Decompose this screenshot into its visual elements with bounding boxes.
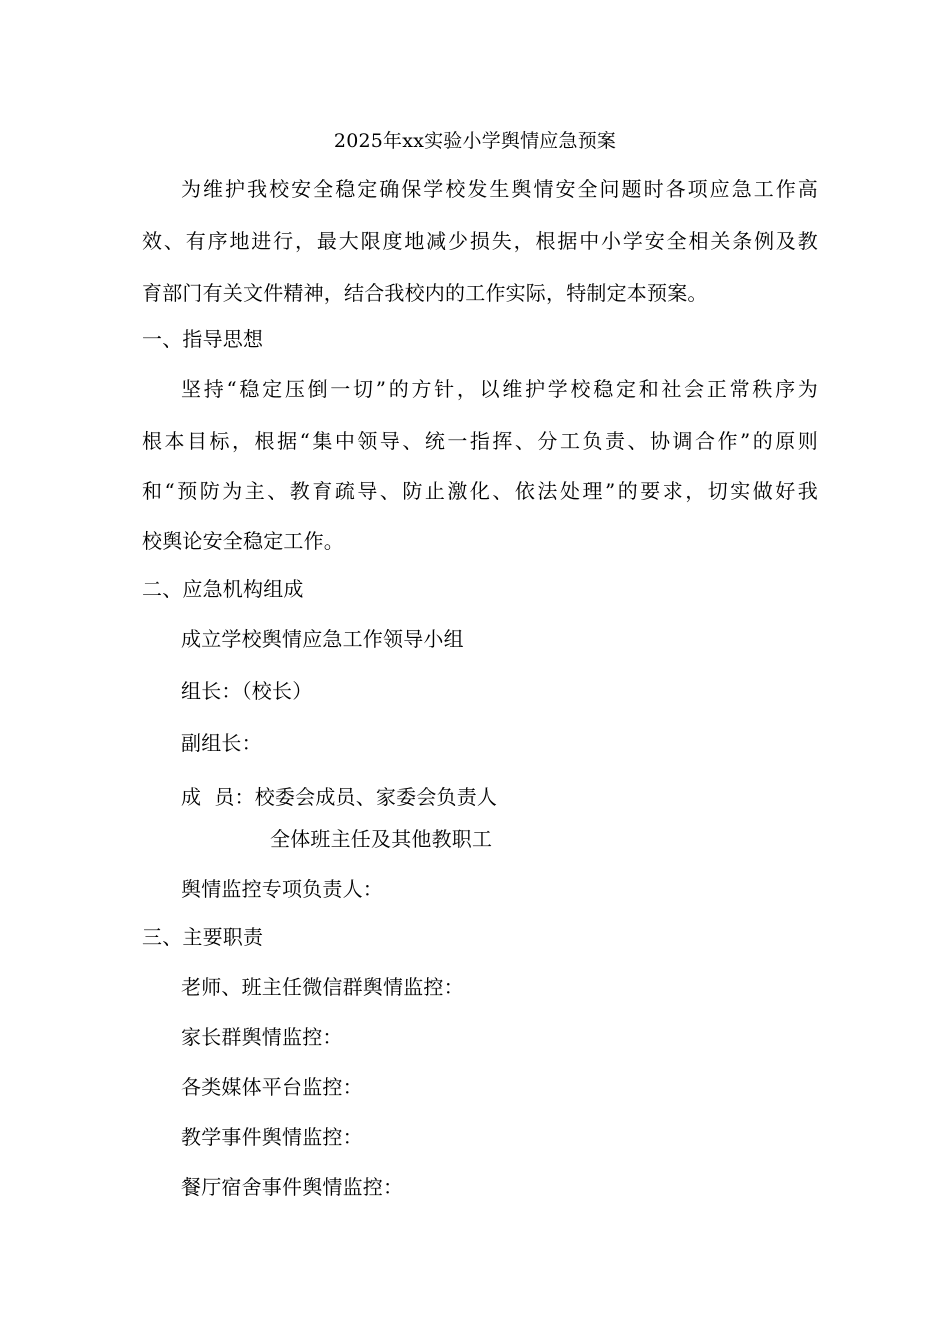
org-group-line: 成立学校舆情应急工作领导小组 [181,627,464,651]
section-heading-responsibilities: 三、主要职责 [142,925,264,949]
section-heading-organization: 二、应急机构组成 [142,577,304,601]
responsibility-item: 家长群舆情监控： [181,1025,343,1049]
section-heading-guiding-ideology: 一、指导思想 [142,327,264,351]
intro-line-3: 育部门有关文件精神，结合我校内的工作实际，特制定本预案。 [142,281,708,305]
org-members-continued: 全体班主任及其他教职工 [270,827,493,851]
org-deputy-leader: 副组长： [181,731,262,755]
responsibility-item: 老师、班主任微信群舆情监控： [181,975,464,999]
org-leader: 组长：（校长） [181,679,313,703]
document-title: 2025年xx实验小学舆情应急预案 [333,130,617,152]
intro-line-2: 效、有序地进行，最大限度地减少损失，根据中小学安全相关条例及教 [142,229,818,253]
intro-line-1: 为维护我校安全稳定确保学校发生舆情安全问题时各项应急工作高 [181,177,818,201]
guiding-line-3: 和“预防为主、教育疏导、防止激化、依法处理”的要求，切实做好我 [142,479,818,503]
guiding-line-2: 根本目标，根据“集中领导、统一指挥、分工负责、协调合作”的原则 [142,429,818,453]
guiding-line-1: 坚持“稳定压倒一切”的方针，以维护学校稳定和社会正常秩序为 [181,377,818,401]
org-monitor-lead: 舆情监控专项负责人： [181,877,383,901]
responsibility-item: 餐厅宿舍事件舆情监控： [181,1175,404,1199]
responsibility-item: 教学事件舆情监控： [181,1125,363,1149]
guiding-line-4: 校舆论安全稳定工作。 [142,529,344,553]
org-members: 成 员：校委会成员、家委会负责人 [181,785,498,809]
responsibility-item: 各类媒体平台监控： [181,1075,363,1099]
